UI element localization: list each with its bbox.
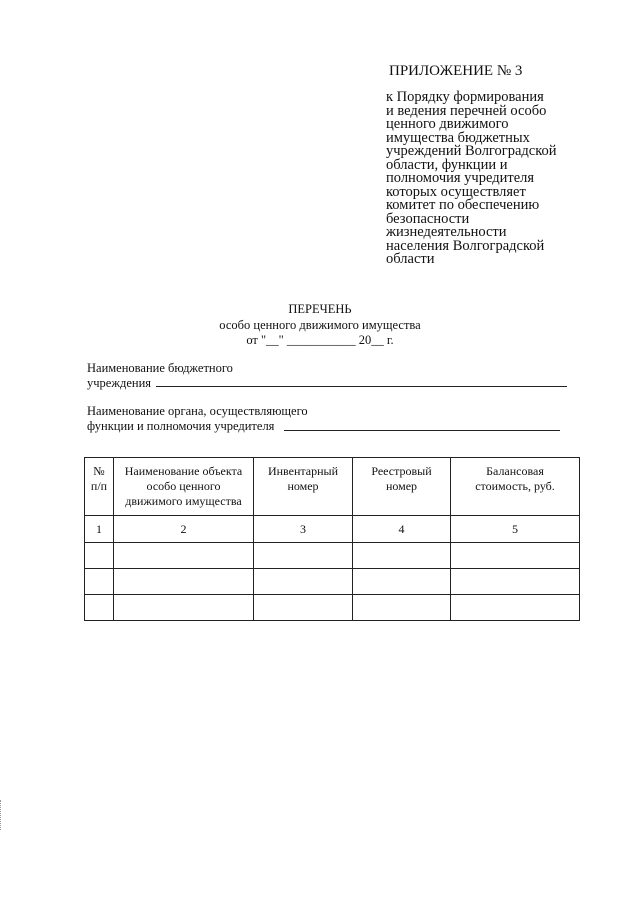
empty-cell[interactable]: [85, 595, 114, 621]
document-title: ПЕРЕЧЕНЬ: [288, 302, 352, 316]
table-row: [85, 595, 580, 621]
empty-cell[interactable]: [114, 569, 254, 595]
scan-margin-artifact: [0, 800, 3, 830]
header-cell-inventory: Инвентарный номер: [254, 458, 353, 516]
column-number: 4: [353, 516, 451, 543]
empty-cell[interactable]: [85, 543, 114, 569]
table-row: [85, 543, 580, 569]
column-number-row: [85, 516, 580, 543]
empty-cell[interactable]: [254, 569, 353, 595]
empty-cell[interactable]: [451, 543, 580, 569]
document-subtitle: особо ценного движимого имущества: [219, 318, 421, 332]
empty-cell[interactable]: [254, 595, 353, 621]
empty-cell[interactable]: [353, 543, 451, 569]
empty-cell[interactable]: [451, 569, 580, 595]
empty-cell[interactable]: [451, 595, 580, 621]
institution-label-line2: учреждения: [87, 376, 152, 390]
empty-cell[interactable]: [85, 569, 114, 595]
column-number: 2: [114, 516, 254, 543]
institution-fill-line[interactable]: [156, 386, 567, 387]
property-table: [84, 457, 580, 621]
table-header-row: [85, 458, 580, 516]
authority-label-line1: Наименование органа, осуществляющего: [87, 404, 308, 418]
authority-label-line2: функции и полномочия учредителя: [87, 419, 275, 433]
empty-cell[interactable]: [114, 595, 254, 621]
column-number: 1: [85, 516, 114, 543]
institution-label-line1: Наименование бюджетного: [87, 361, 233, 375]
document-date-line: от "__" ___________ 20__ г.: [246, 333, 394, 347]
authority-fill-line[interactable]: [284, 430, 560, 431]
column-number: 3: [254, 516, 353, 543]
header-cell-balance: Балансовая стоимость, руб.: [451, 458, 580, 516]
appendix-title: ПРИЛОЖЕНИЕ № 3: [389, 63, 523, 79]
empty-cell[interactable]: [353, 595, 451, 621]
header-cell-registry: Реестровый номер: [353, 458, 451, 516]
column-number: 5: [451, 516, 580, 543]
empty-cell[interactable]: [254, 543, 353, 569]
appendix-subtitle: к Порядку формирования и ведения перечней особо ценного движимого имущества бюджетных учреждений Волгоградской области, функции и полномочия учредителя которых осуществляет комитет по обеспечению безопасности жизнедеятельности населения Волгоградской области: [386, 89, 557, 267]
empty-cell[interactable]: [114, 543, 254, 569]
header-cell-number: № п/п: [85, 458, 114, 516]
empty-cell[interactable]: [353, 569, 451, 595]
table-row: [85, 569, 580, 595]
header-cell-name: Наименование объекта особо ценного движимого имущества: [114, 458, 254, 516]
